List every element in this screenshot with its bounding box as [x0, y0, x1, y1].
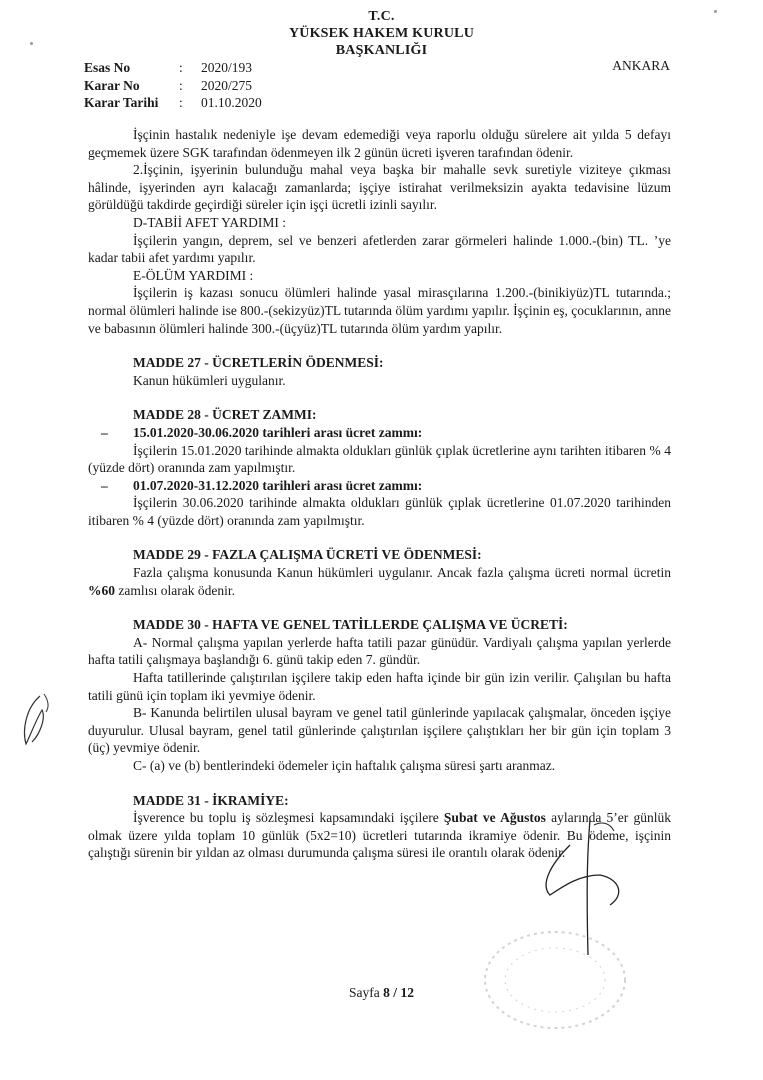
handwritten-initial — [18, 690, 58, 750]
header-country: T.C. — [368, 9, 395, 24]
document-body — [88, 126, 671, 862]
dash-bullet: – — [101, 477, 108, 493]
paragraph: İşçinin hastalık nedeniyle işe devam edemediği veya raporlu olduğu sürelere ait yılda 5 defayı geçmemek üzere SGK tarafından ödenmeyen ilk 2 günün ücreti işveren tarafından ödenir. — [88, 127, 671, 160]
meta-row-karar — [84, 77, 262, 95]
list-item-heading — [88, 424, 671, 442]
meta-sep: : — [179, 60, 183, 75]
article-heading: MADDE 28 - ÜCRET ZAMMI: — [133, 407, 317, 423]
meta-value: 2020/193 — [201, 60, 253, 75]
text-run: aylarında 5’er günlük olmak üzere yılda toplam 10 günlük (5x2=10) ücretleri tutarında ikramiye ödenir. Bu ödeme, işçinin çalıştığı sürenin bir yıldan az olması durumunda çalışma süresi ile orantılı olarak ödenir. — [88, 810, 671, 861]
paragraph: İşçilerin 30.06.2020 tarihinde almakta oldukları günlük çıplak ücretlerine 01.07.2020 tarihinden itibaren % 4 (yüzde dört) oranında zam yapılmıştır. — [88, 495, 671, 528]
bold-text: %60 — [88, 582, 115, 598]
paragraph: İşçilerin 15.01.2020 tarihinde almakta oldukları günlük çıplak ücretlerine aynı tarihten itibaren % 4 (yüzde dört) oranında zam yapılmıştır. — [88, 442, 671, 476]
meta-key: Karar Tarihi — [84, 95, 159, 110]
page-footer — [0, 985, 763, 1001]
city-label: ANKARA — [612, 58, 670, 73]
case-meta — [84, 59, 262, 112]
document-header — [0, 8, 763, 59]
section-heading: D-TABİİ AFET YARDIMI : — [133, 214, 287, 230]
list-item-title: 15.01.2020-30.06.2020 tarihleri arası ücret zammı: — [133, 424, 423, 440]
page-sep: / — [389, 985, 401, 1000]
meta-sep: : — [179, 77, 183, 93]
meta-value: 01.10.2020 — [201, 95, 262, 110]
meta-key: Karar No — [84, 77, 140, 93]
paragraph: İşçilerin yangın, deprem, sel ve benzeri afetlerden zarar görmeleri halinde 1.000.-(bin) TL. ’ye kadar tabii afet yardımı yapılır. — [88, 232, 671, 266]
paragraph: A- Normal çalışma yapılan yerlerde hafta tatili pazar günüdür. Vardiyalı çalışma yapılan yerlerde hafta tatili çalışmaya başlandığı 6. günü takip eden 7. gündür. — [88, 634, 671, 668]
list-item-title: 01.07.2020-31.12.2020 tarihleri arası ücret zammı: — [133, 477, 423, 493]
meta-value: 2020/275 — [201, 77, 253, 93]
bold-text: Şubat ve Ağustos — [443, 810, 546, 826]
article-heading: MADDE 31 - İKRAMİYE: — [133, 792, 289, 808]
meta-key: Esas No — [84, 60, 131, 75]
article-heading: MADDE 29 - FAZLA ÇALIŞMA ÜCRETİ VE ÖDENMESİ: — [133, 547, 482, 563]
paragraph: Kanun hükümleri uygulanır. — [133, 372, 286, 388]
section-heading: E-ÖLÜM YARDIMI : — [133, 267, 254, 283]
meta-sep: : — [179, 95, 183, 110]
article-heading: MADDE 30 - HAFTA VE GENEL TATİLLERDE ÇALIŞMA VE ÜCRETİ: — [133, 617, 568, 633]
paragraph: 2.İşçinin, işyerinin bulunduğu mahal veya başka bir mahalle sevk suretiyle viziteye çıkması hâlinde, işyerinden ayrı kalacağı zamanlarda; işçiye istirahat verilmeksizin ayakta tedavisine lüzum görüldüğü takdirde geçirdiği süreler için işçi ücretli izinli sayılır. — [88, 162, 671, 213]
meta-row-esas — [84, 59, 262, 77]
article-heading: MADDE 27 - ÜCRETLERİN ÖDENMESİ: — [133, 355, 384, 371]
paragraph: İşçilerin iş kazası sonucu ölümleri halinde yasal mirasçılarına 1.200.-(binikiyüz)TL tutarında.; normal ölümleri halinde ise 800.-(sekizyüz)TL tutarında ölüm yardımı yapılır. İşçinin eş, çocuklarının, anne ve babasının ölümleri halinde 300.-(üçyüz)TL tutarında ölüm yardım yapılır. — [88, 285, 671, 336]
dash-bullet: – — [101, 424, 108, 440]
paragraph: B- Kanunda belirtilen ulusal bayram ve genel tatil günlerinde yapılacak çalışmalar, önceden işçiye duyurulur. Ulusal bayram, genel tatil günlerinde çalıştırılan işçilere çalıştıkları her bir gün için toplam 3 (üç) yevmiye ödenir. — [88, 705, 671, 756]
meta-row-date — [84, 94, 262, 112]
header-institution: YÜKSEK HAKEM KURULU — [288, 26, 475, 41]
text-run: Fazla çalışma konusunda Kanun hükümleri uygulanır. Ancak fazla çalışma ücreti normal ücretin — [133, 565, 671, 581]
page-label: Sayfa — [349, 985, 384, 1000]
header-office: BAŞKANLIĞI — [335, 43, 428, 58]
paragraph: C- (a) ve (b) bentlerindeki ödemeler için haftalık çalışma süresi şartı aranmaz. — [133, 758, 556, 773]
paragraph: Hafta tatillerinde çalıştırılan işçilere takip eden hafta içinde bir gün izin verilir. Çalışılan bu hafta tatili günü için toplam iki yevmiye ödenir. — [88, 670, 671, 703]
page-current: 8 — [383, 985, 390, 1000]
official-stamp — [470, 920, 640, 1040]
list-item-heading — [88, 477, 671, 495]
text-run: zamlısı olarak ödenir. — [115, 582, 235, 598]
paragraph — [88, 564, 671, 599]
text-run: İşverence bu toplu iş sözleşmesi kapsamındaki işçilere — [133, 810, 444, 826]
page-total: 12 — [400, 985, 414, 1000]
